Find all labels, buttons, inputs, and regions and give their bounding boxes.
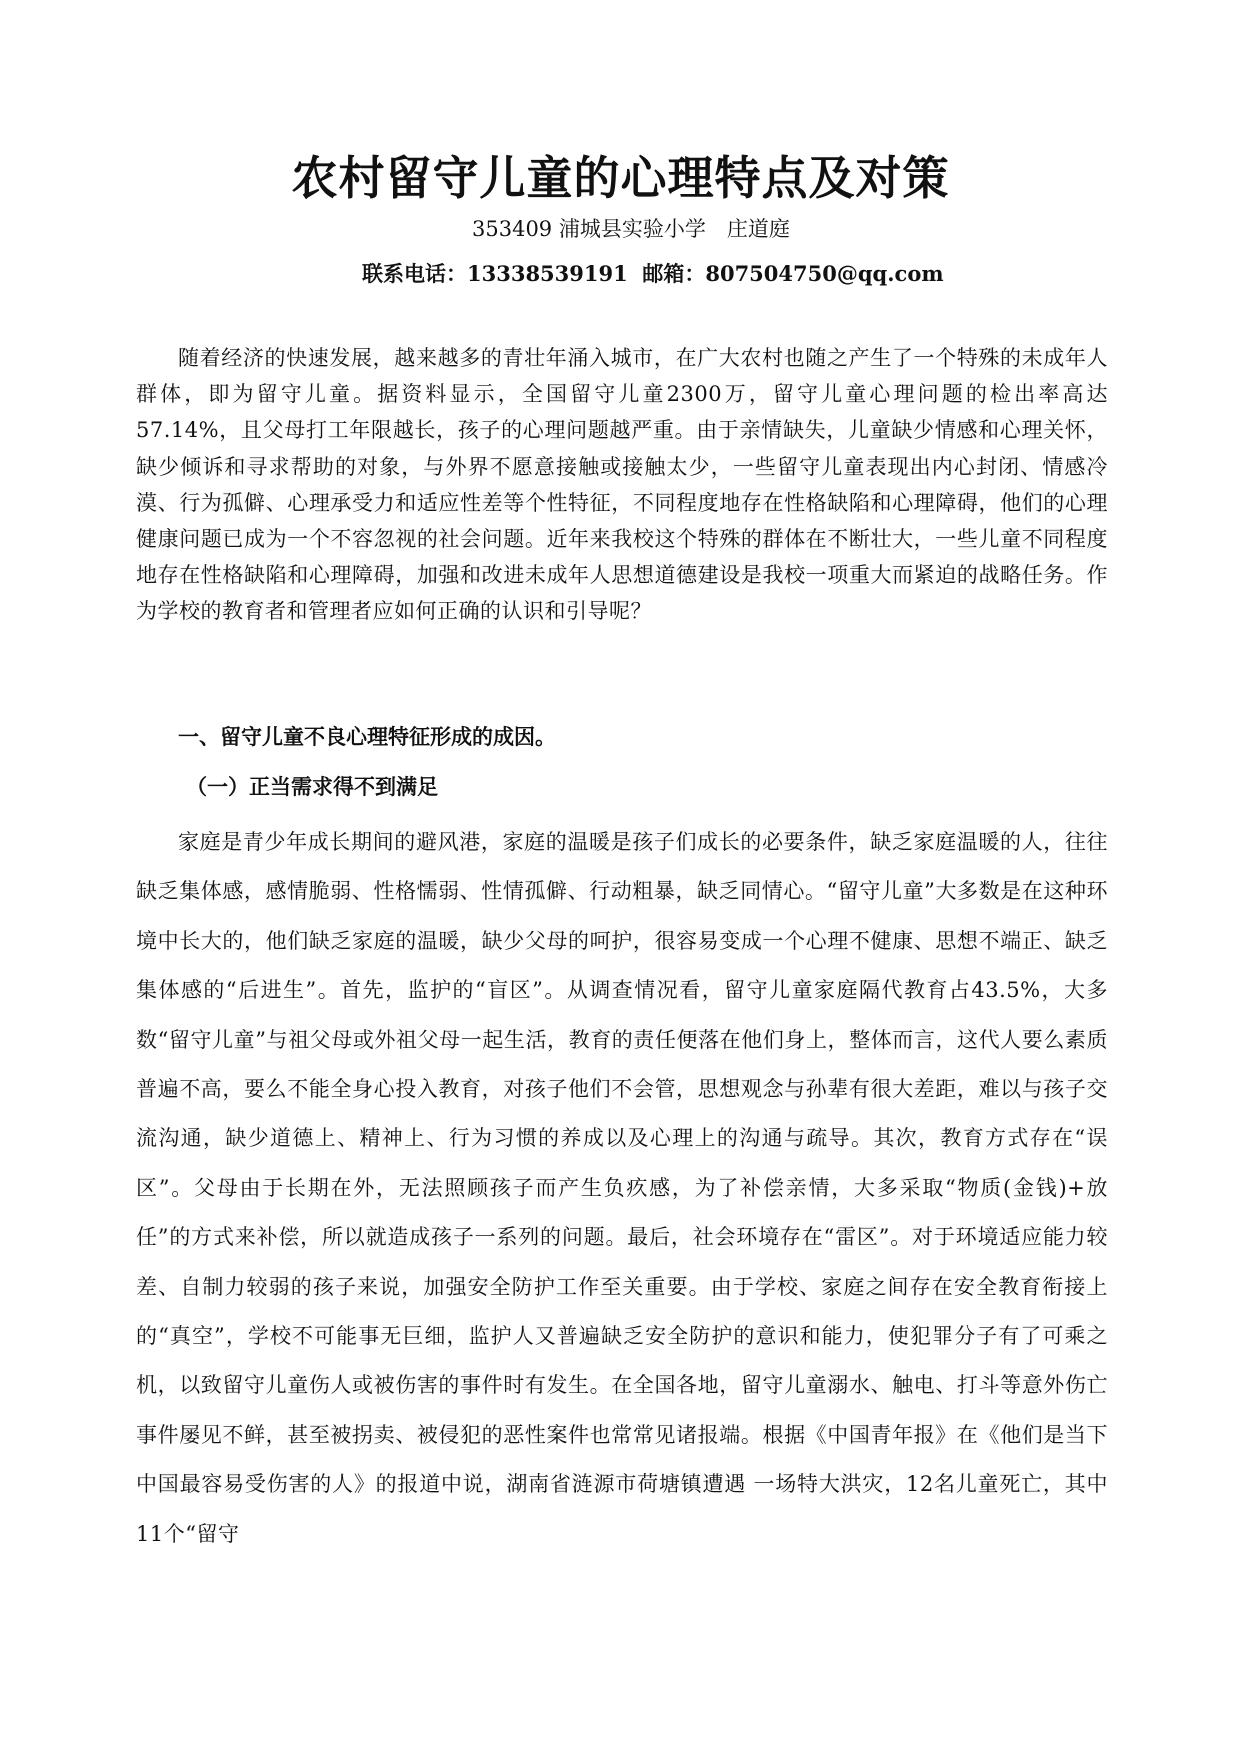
contact-line: 联系电话：13338539191 邮箱：807504750@qq.com <box>362 261 944 286</box>
body-paragraph: 家庭是青少年成长期间的避风港，家庭的温暖是孩子们成长的必要条件，缺乏家庭温暖的人，往往缺乏集体感，感情脆弱、性格懦弱、性情孤僻、行动粗暴，缺乏同情心。“留守儿童”大多数是在这种环境中长大的，他们缺乏家庭的温暖，缺少父母的呵护，很容易变成一个心理不健康、思想不端正、缺乏集体感的“后进生”。首先，监护的“盲区”。从调查情况看，留守儿童家庭隔代教育占43.5%，大多数“留守儿童”与祖父母或外祖父母一起生活，教育的责任便落在他们身上，整体而言，这代人要么素质普遍不高，要么不能全身心投入教育，对孩子他们不会管，思想观念与孙辈有很大差距，难以与孩子交流沟通，缺少道德上、精神上、行为习惯的养成以及心理上的沟通与疏导。其次，教育方式存在“误区”。父母由于长期在外，无法照顾孩子而产生负疚感，为了补偿亲情，大多采取“物质(金钱)+放任”的方式来补偿，所以就造成孩子一系列的问题。最后，社会环境存在“雷区”。对于环境适应能力较差、自制力较弱的孩子来说，加强安全防护工作至关重要。由于学校、家庭之间存在安全教育衔接上的“真空”，学校不可能事无巨细，监护人又普遍缺乏安全防护的意识和能力，使犯罪分子有了可乘之机，以致留守儿童伤人或被伤害的事件时有发生。在全国各地，留守儿童溺水、触电、打斗等意外伤亡事件屡见不鲜，甚至被拐卖、被侵犯的恶性案件也常常见诸报端。根据《中国青年报》在《他们是当下中国最容易受伤害的人》的报道中说，湖南省涟源市荷塘镇遭遇 一场特大洪灾，12名儿童死亡，其中11个“留守 <box>136 830 1108 1546</box>
intro-block <box>136 340 1108 630</box>
subsection-heading: （一）正当需求得不到满足 <box>186 775 438 799</box>
document-title: 农村留守儿童的心理特点及对策 <box>291 151 950 205</box>
body-block <box>136 818 1108 1559</box>
author-line: 353409 浦城县实验小学 庄道庭 <box>472 217 790 241</box>
intro-paragraph: 随着经济的快速发展，越来越多的青壮年涌入城市，在广大农村也随之产生了一个特殊的未成年人群体，即为留守儿童。据资料显示，全国留守儿童2300万，留守儿童心理问题的检出率高达57.14%，且父母打工年限越长，孩子的心理问题越严重。由于亲情缺失，儿童缺少情感和心理关怀，缺少倾诉和寻求帮助的对象，与外界不愿意接触或接触太少，一些留守儿童表现出内心封闭、情感冷漠、行为孤僻、心理承受力和适应性差等个性特征，不同程度地存在性格缺陷和心理障碍，他们的心理健康问题已成为一个不容忽视的社会问题。近年来我校这个特殊的群体在不断壮大，一些儿童不同程度地存在性格缺陷和心理障碍，加强和改进未成年人思想道德建设是我校一项重大而紧迫的战略任务。作为学校的教育者和管理者应如何正确的认识和引导呢？ <box>136 346 1108 624</box>
section-heading: 一、留守儿童不良心理特征形成的成因。 <box>178 725 556 749</box>
